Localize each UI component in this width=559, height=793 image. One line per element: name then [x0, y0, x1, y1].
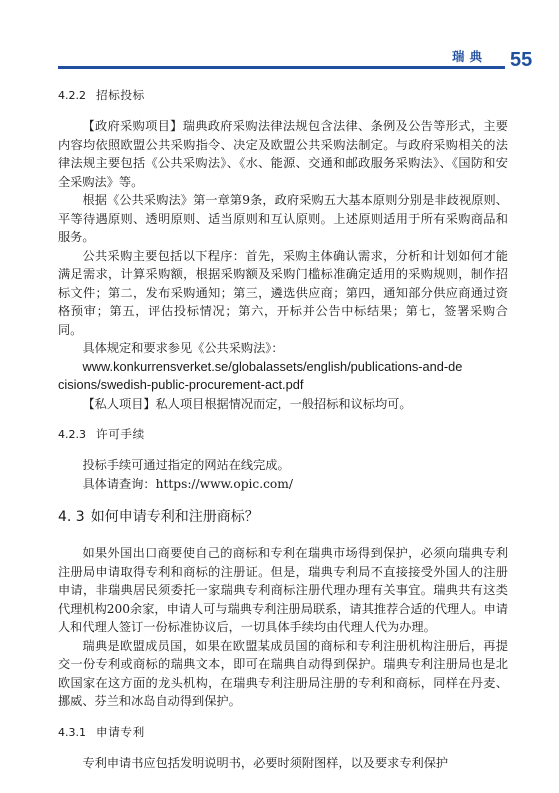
procurement-act-url-line-2: cisions/swedish-public-procurement-act.pdf: [58, 377, 304, 392]
paragraph-inquiry-url: 具体请查询：https://www.opic.com/: [82, 476, 293, 491]
section-title: 申请专利: [96, 724, 145, 739]
page-body: [58, 86, 508, 772]
procurement-act-url-line-1: www.konkurrensverket.se/globalassets/english/publications-and-de: [82, 358, 463, 374]
running-header-country: 瑞典: [452, 49, 488, 64]
section-number: 4.3.1: [58, 725, 86, 739]
section-heading-4-2-2: [58, 86, 508, 105]
paragraph-eu-protection: 瑞典是欧盟成员国，如果在欧盟某成员国的商标和专利注册机构注册后，再提交一份专利或商标的瑞典文本，即可在瑞典自动得到保护。瑞典专利注册局也是北欧国家在这方面的龙头机构，在瑞典专利注册局注册的专利和商标，同样在丹麦、挪威、芬兰和冰岛自动得到保护。: [58, 638, 508, 708]
paragraph-government-procurement: 【政府采购项目】瑞典政府采购法律法规包含法律、条例及公告等形式，主要内容均依照欧盟公共采购指令、决定及欧盟公共采购法制定。与政府采购相关的法律法规主要包括《公共采购法》、《水、能源、交通和邮政服务采购法》、《国防和安全采购法》等。: [58, 119, 508, 189]
section-number: 4.2.2: [58, 89, 86, 102]
section-title: 如何申请专利和注册商标？: [90, 509, 259, 525]
section-number: 4.2.3: [58, 428, 86, 441]
paragraph-private-projects: 【私人项目】私人项目根据情况而定，一般招标和议标均可。: [82, 396, 412, 411]
paragraph-procurement-principles: 根据《公共采购法》第一章第9条，政府采购五大基本原则分别是非歧视原则、平等待遇原则、透明原则、适当原则和互认原则。上述原则适用于所有采购商品和服务。: [58, 193, 508, 244]
section-heading-4-2-3: [58, 425, 508, 444]
paragraph-reference: 具体规定和要求参见《公共采购法》：: [82, 341, 284, 355]
section-number: 4. 3: [58, 509, 85, 525]
paragraph-procurement-procedure: 公共采购主要包括以下程序：首先，采购主体确认需求，分析和计划如何才能满足需求，计算采购额，根据采购额及采购门槛标准确定适用的采购规则，制作招标文件；第二，发布采购通知；第三，遴选供应商；第四，通知部分供应商通过资格预审；第五，评估投标情况；第六，开标并公告中标结果；第七，签署采购合同。: [58, 248, 508, 337]
paragraph-patent-application: 专利申请书应包括发明说明书，必要时须附图样，以及要求专利保护: [82, 755, 449, 770]
section-title: 许可手续: [96, 427, 145, 441]
paragraph-trademark-registration: 如果外国出口商要使自己的商标和专利在瑞典市场得到保护，必须向瑞典专利注册局申请取得专利和商标的注册证。但是，瑞典专利局不直接接受外国人的注册申请，非瑞典居民须委托一家瑞典专利商标注册代理办理有关事宜。瑞典共有这类代理机构200余家，申请人可与瑞典专利注册局联系，请其推荐合适的代理人。申请人和代理人签订一份标准协议后，一切具体手续均由代理人代为办理。: [58, 546, 508, 634]
section-title: 招标投标: [96, 88, 145, 102]
header-rule: [58, 66, 505, 69]
section-heading-4-3: [58, 507, 508, 527]
paragraph-online-bidding: 投标手续可通过指定的网站在线完成。: [82, 458, 290, 472]
section-heading-4-3-1: [58, 723, 508, 742]
page-number: 55: [510, 49, 533, 71]
